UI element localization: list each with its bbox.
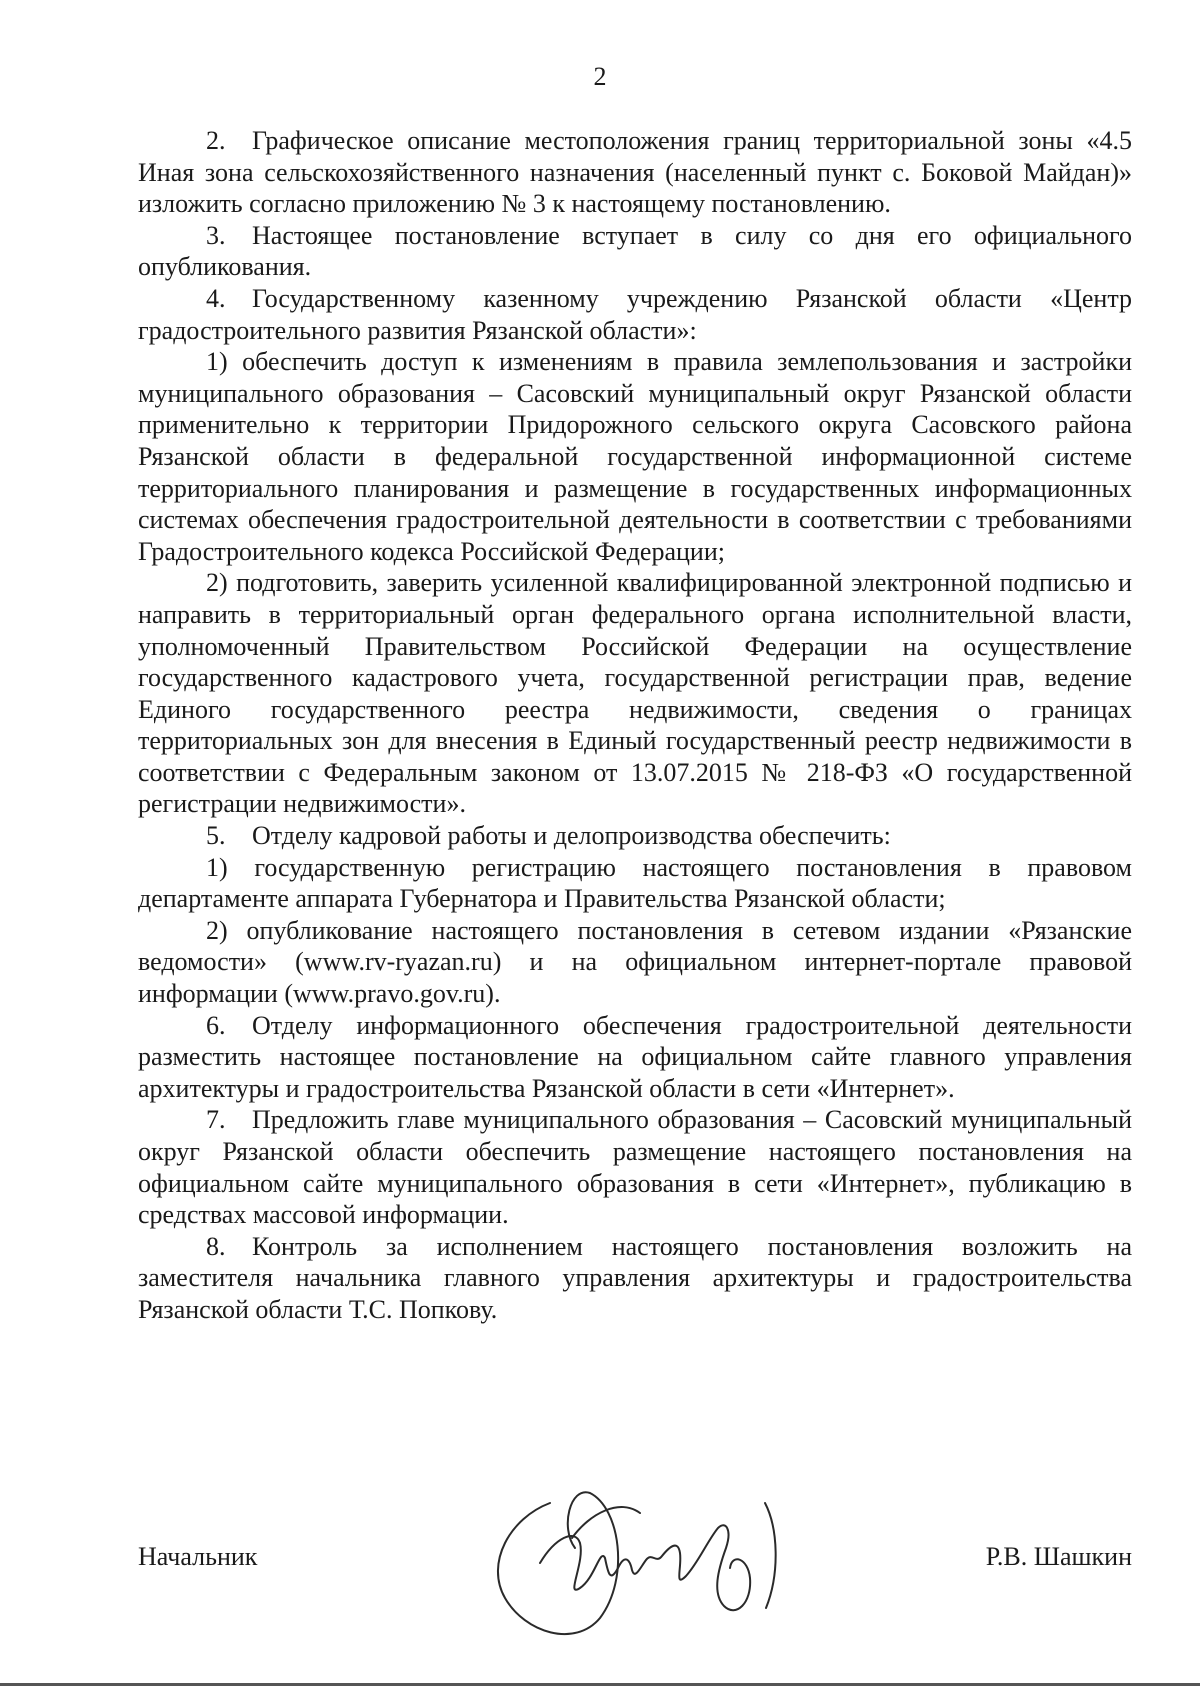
scan-edge-line xyxy=(0,1683,1200,1686)
paragraph-text: 1) обеспечить доступ к изменениям в правила землепользования и застройки муниципального образования – Сасовский муниципальный округ Рязанской области применительно к территории Придорожного сельского округа Сасовского района Рязанской области в федеральной государственной информационной системе территориального планирования и размещение в государственных информационных системах обеспечения градостроительной деятельности в соответствии с требованиями Градостроительного кодекса Российской Федерации; xyxy=(138,347,1132,566)
subparagraph-5-2 xyxy=(138,915,1132,1010)
signature-block xyxy=(138,1540,1132,1574)
paragraph-4 xyxy=(138,283,1132,346)
paragraph-number: 4. xyxy=(206,283,226,313)
subparagraph-4-1 xyxy=(138,346,1132,567)
paragraph-number: 5. xyxy=(206,821,226,851)
paragraph-7 xyxy=(138,1104,1132,1230)
paragraph-text: Контроль за исполнением настоящего постановления возложить на заместителя начальника главного управления архитектуры и градостроительства Рязанской области Т.С. Попкову. xyxy=(138,1231,1132,1324)
paragraph-text: Отделу кадровой работы и делопроизводства обеспечить: xyxy=(252,821,891,851)
subparagraph-5-1 xyxy=(138,852,1132,915)
paragraph-number: 3. xyxy=(206,220,226,250)
paragraph-number: 8. xyxy=(206,1231,226,1261)
paragraph-text: Настоящее постановление вступает в силу со дня его официального опубликования. xyxy=(138,220,1132,282)
paragraph-text: Отделу информационного обеспечения градостроительной деятельности разместить настоящее постановление на официальном сайте главного управления архитектуры и градостроительства Рязанской области в сети «Интернет». xyxy=(138,1010,1132,1103)
paragraph-text: 2) опубликование настоящего постановления в сетевом издании «Рязанские ведомости» (www.rv-ryazan.ru) и на официальном интернет-портале правовой информации (www.pravo.gov.ru). xyxy=(138,915,1132,1009)
paragraph-2 xyxy=(138,125,1132,220)
paragraph-text: 1) государственную регистрацию настоящего постановления в правовом департаменте аппарата Губернатора и Правительства Рязанской области; xyxy=(138,852,1132,914)
paragraph-3 xyxy=(138,220,1132,283)
paragraph-number: 2. xyxy=(206,126,226,155)
paragraph-text: Государственному казенному учреждению Рязанской области «Центр градостроительного развития Рязанской области»: xyxy=(138,283,1132,345)
paragraph-text: 2) подготовить, заверить усиленной квалифицированной электронной подписью и направить в территориальный орган федерального органа исполнительной власти, уполномоченный Правительством Российской Федерации на осуществление государственного кадастрового учета, государственной регистрации прав, ведение Единого государственного реестра недвижимости, сведения о границах территориальных зон для внесения в Единый государственный реестр недвижимости в соответствии с Федеральным законом от 13.07.2015 № 218-ФЗ «О государственной регистрации недвижимости». xyxy=(138,568,1132,819)
signatory-title: Начальник xyxy=(138,1542,258,1571)
paragraph-5 xyxy=(138,820,1132,852)
paragraph-number: 7. xyxy=(206,1105,226,1135)
paragraph-text: Графическое описание местоположения границ территориальной зоны «4.5 Иная зона сельскохозяйственного назначения (населенный пункт с. Боковой Майдан)» изложить согласно приложению № 3 к настоящему постановлению. xyxy=(138,126,1132,219)
page-number: 2 xyxy=(593,62,607,91)
paragraph-6 xyxy=(138,1010,1132,1105)
document-body xyxy=(138,125,1132,1326)
paragraph-text: Предложить главе муниципального образования – Сасовский муниципальный округ Рязанской области обеспечить размещение настоящего постановления на официальном сайте муниципального образования в сети «Интернет», публикацию в средствах массовой информации. xyxy=(138,1105,1132,1230)
paragraph-number: 6. xyxy=(206,1010,226,1040)
subparagraph-4-2 xyxy=(138,567,1132,820)
paragraph-8 xyxy=(138,1231,1132,1326)
signatory-name: Р.В. Шашкин xyxy=(985,1542,1132,1571)
